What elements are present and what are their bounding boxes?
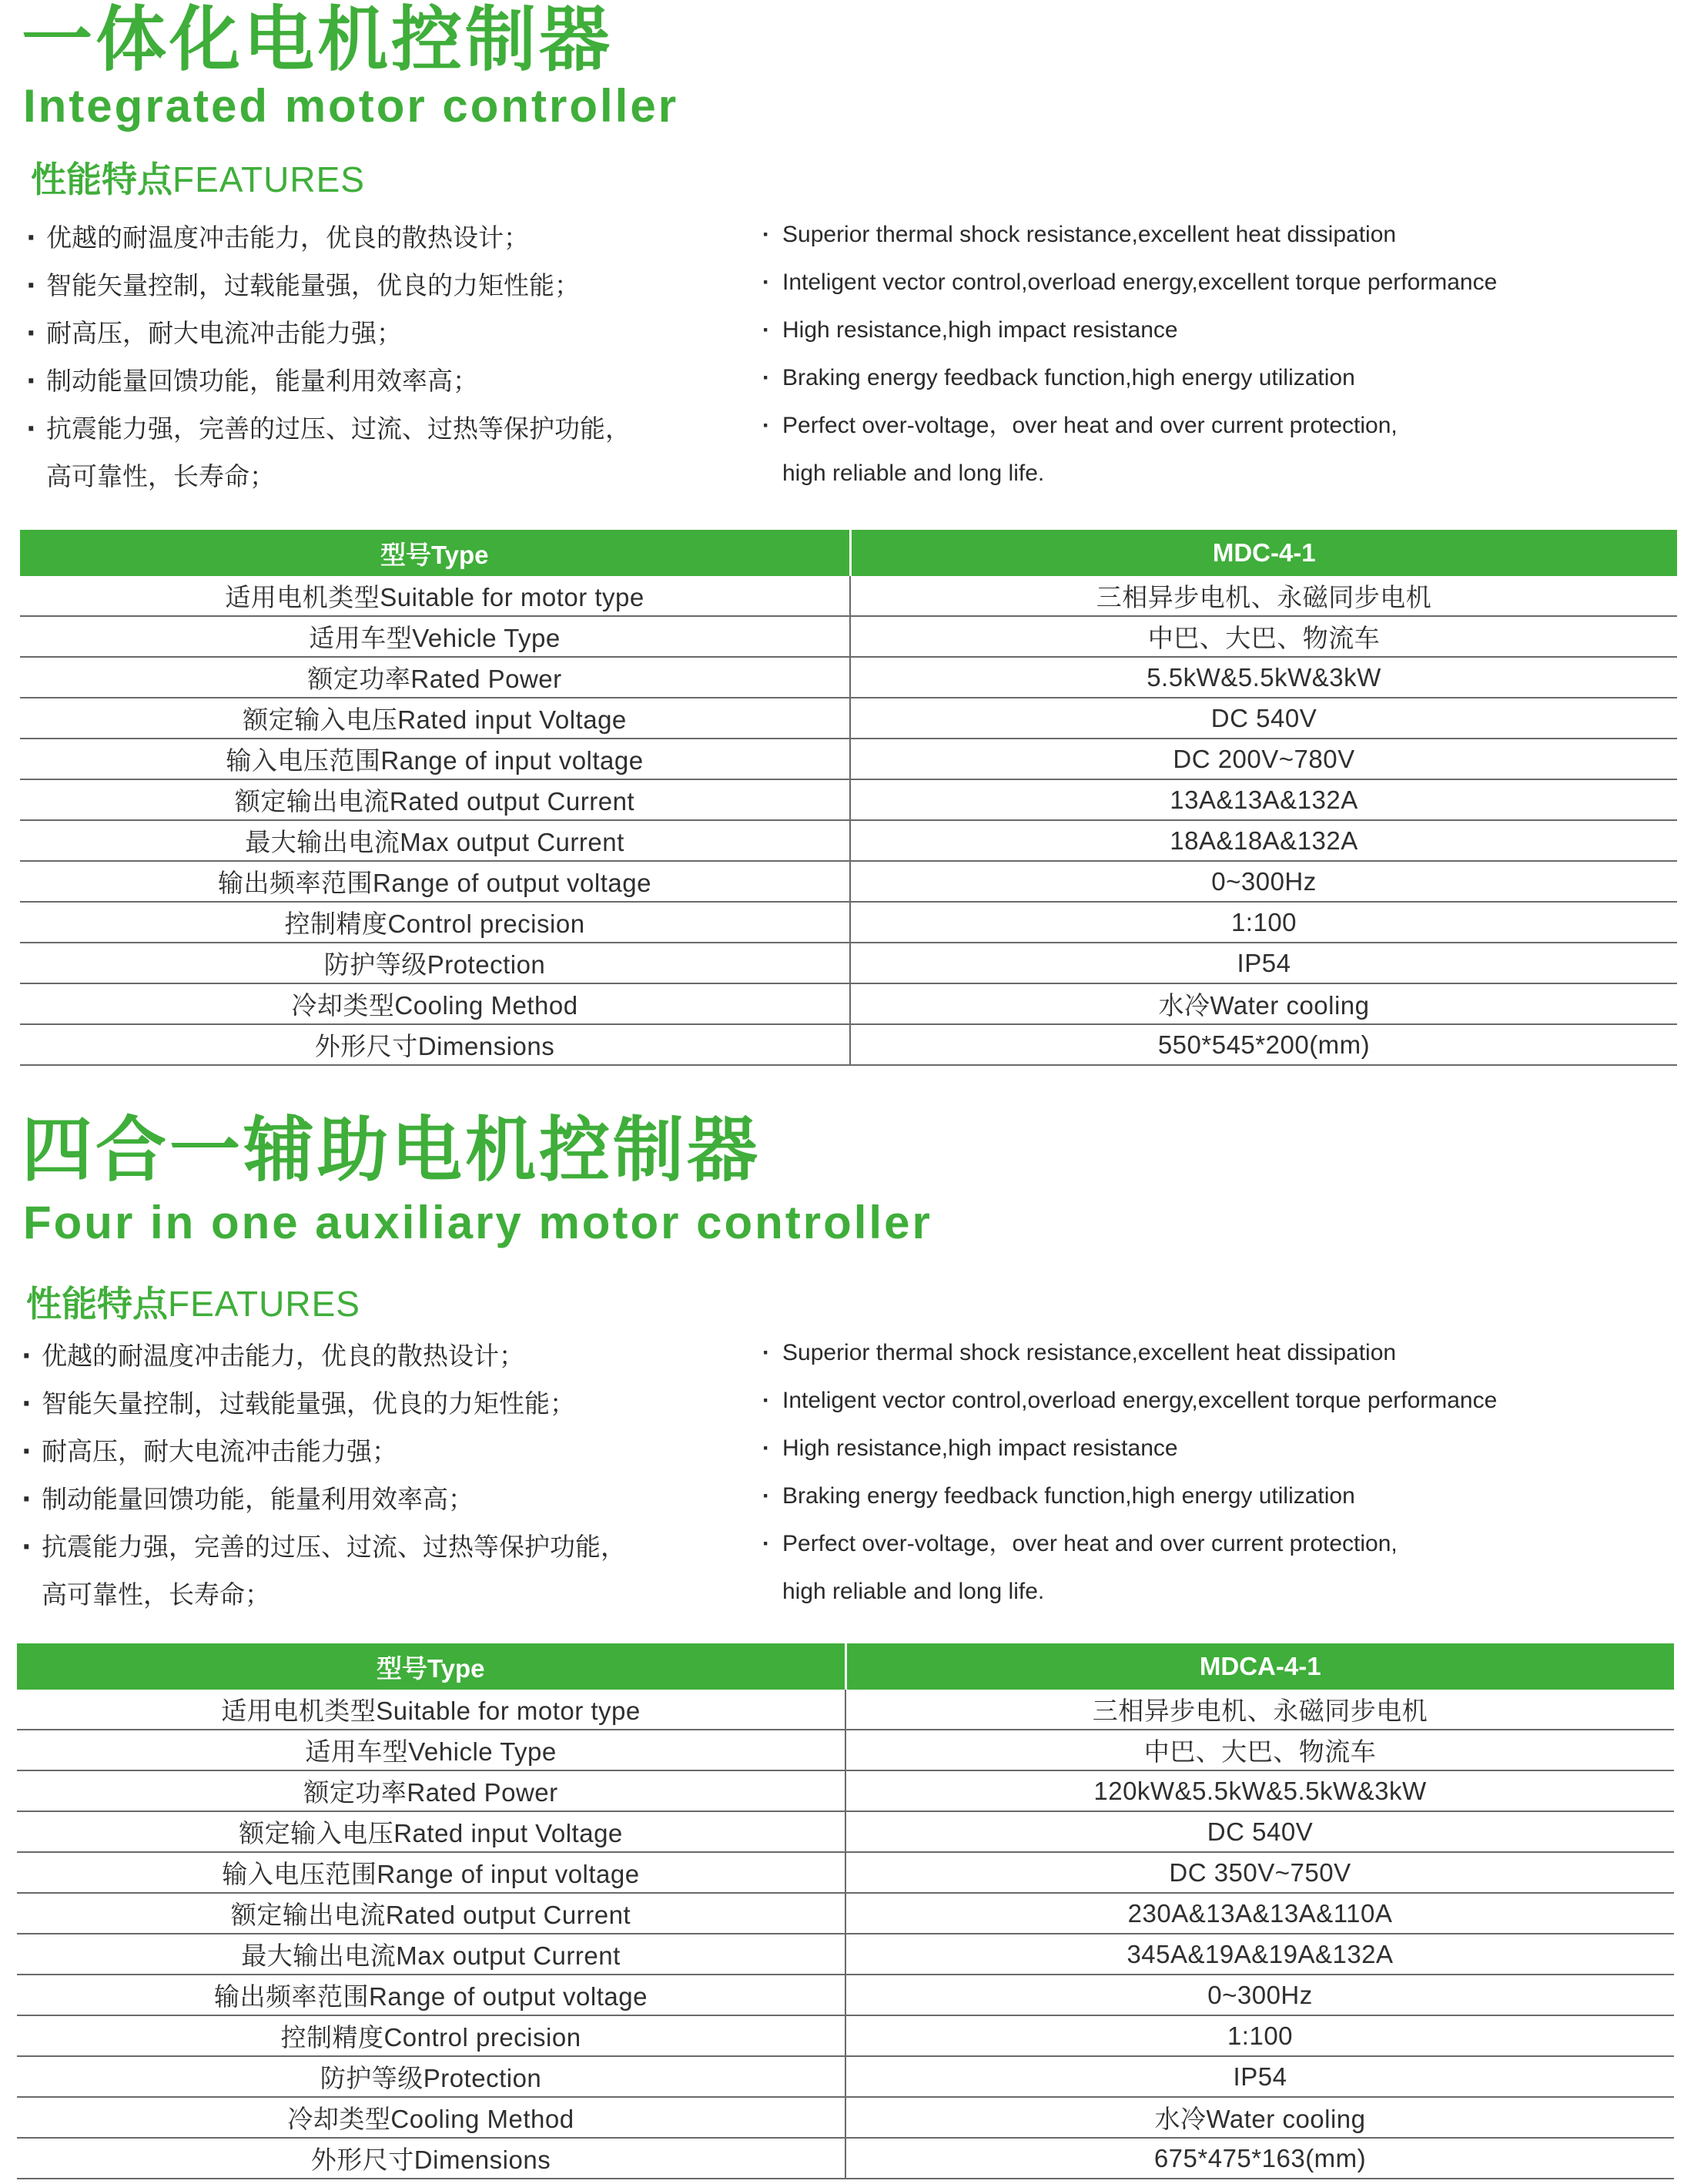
feature-text: Inteligent vector control,overload energy,excellent torque performance bbox=[782, 270, 1498, 295]
spec-label: 外形尺寸Dimensions bbox=[17, 2138, 845, 2179]
bullet-dot: · bbox=[22, 1532, 32, 1562]
feature-item bbox=[22, 1380, 761, 1428]
spec-label: 冷却类型Cooling Method bbox=[17, 2097, 845, 2138]
table-row bbox=[20, 943, 1677, 983]
table-row bbox=[17, 1770, 1674, 1811]
feature-item-continued bbox=[22, 1571, 761, 1619]
feature-item bbox=[26, 214, 765, 262]
bullet-dot: · bbox=[22, 1388, 32, 1419]
features-list-en bbox=[762, 211, 1671, 497]
features-heading-en: FEATURES bbox=[172, 159, 365, 199]
bullet-dot: · bbox=[762, 1388, 770, 1413]
spec-label: 额定输入电压Rated input Voltage bbox=[17, 1811, 845, 1852]
feature-item bbox=[762, 1329, 1671, 1377]
spec-label: 额定功率Rated Power bbox=[20, 657, 850, 698]
table-row bbox=[17, 2097, 1674, 2138]
spec-label: 适用车型Vehicle Type bbox=[17, 1730, 845, 1770]
feature-text: High resistance,high impact resistance bbox=[782, 317, 1178, 343]
spec-label: 额定输出电流Rated output Current bbox=[20, 779, 850, 820]
spec-label: 适用电机类型Suitable for motor type bbox=[17, 1690, 845, 1730]
section-title-cn: 一体化电机控制器 bbox=[22, 0, 614, 81]
spec-value: 5.5kW&5.5kW&3kW bbox=[850, 657, 1677, 698]
feature-item bbox=[762, 1520, 1671, 1568]
feature-text: Braking energy feedback function,high energy utilization bbox=[782, 365, 1355, 390]
table-row bbox=[20, 820, 1677, 861]
feature-item-continued bbox=[26, 453, 765, 501]
table-row bbox=[20, 861, 1677, 902]
feature-item bbox=[22, 1428, 761, 1476]
table-row bbox=[17, 1730, 1674, 1770]
feature-text: 耐高压，耐大电流冲击能力强； bbox=[42, 1436, 397, 1466]
feature-text: Superior thermal shock resistance,excellent heat dissipation bbox=[782, 222, 1397, 247]
section-four-in-one-controller bbox=[0, 1109, 1694, 2184]
feature-item bbox=[762, 402, 1671, 450]
spec-value: IP54 bbox=[850, 943, 1677, 983]
features-heading bbox=[31, 159, 365, 200]
feature-item-continued bbox=[762, 1568, 1671, 1616]
feature-item bbox=[26, 405, 765, 453]
spec-value: 0~300Hz bbox=[850, 861, 1677, 902]
feature-item bbox=[762, 211, 1671, 259]
feature-text: 智能矢量控制，过载能量强，优良的力矩性能； bbox=[46, 270, 580, 300]
spec-table-header bbox=[20, 530, 1677, 576]
bullet-dot: · bbox=[762, 1435, 770, 1461]
spec-value: DC 350V~750V bbox=[845, 1852, 1674, 1893]
spec-value: 230A&13A&13A&110A bbox=[845, 1893, 1674, 1934]
spec-label: 冷却类型Cooling Method bbox=[20, 983, 850, 1024]
spec-value: 1:100 bbox=[845, 2015, 1674, 2056]
feature-text: 制动能量回馈功能，能量利用效率高； bbox=[46, 366, 478, 396]
table-row bbox=[17, 2056, 1674, 2097]
feature-item bbox=[762, 1377, 1671, 1425]
bullet-dot: · bbox=[26, 223, 36, 253]
features-list-en bbox=[762, 1329, 1671, 1616]
spec-value: DC 540V bbox=[850, 698, 1677, 739]
spec-value: 三相异步电机、永磁同步电机 bbox=[845, 1690, 1674, 1730]
feature-text: 抗震能力强，完善的过压、过流、过热等保护功能， bbox=[42, 1532, 626, 1562]
bullet-dot: · bbox=[22, 1341, 32, 1371]
section-title-en: Four in one auxiliary motor controller bbox=[23, 1197, 932, 1248]
spec-label: 输入电压范围Range of input voltage bbox=[17, 1852, 845, 1893]
spec-value: 水冷Water cooling bbox=[845, 2097, 1674, 2138]
spec-value: 三相异步电机、永磁同步电机 bbox=[850, 576, 1677, 616]
feature-item bbox=[22, 1476, 761, 1523]
table-row bbox=[20, 779, 1677, 820]
table-row bbox=[20, 739, 1677, 779]
feature-text: 抗震能力强，完善的过压、过流、过热等保护功能， bbox=[46, 414, 631, 444]
table-row bbox=[20, 616, 1677, 657]
spec-label: 额定功率Rated Power bbox=[17, 1770, 845, 1811]
section-integrated-controller bbox=[0, 0, 1694, 1060]
feature-item bbox=[26, 262, 765, 310]
bullet-dot: · bbox=[762, 1340, 770, 1365]
spec-header-model: MDCA-4-1 bbox=[845, 1643, 1674, 1690]
feature-item bbox=[26, 357, 765, 405]
spec-label: 输入电压范围Range of input voltage bbox=[20, 739, 850, 779]
feature-item bbox=[762, 306, 1671, 354]
table-row bbox=[20, 576, 1677, 616]
section-title-cn: 四合一辅助电机控制器 bbox=[22, 1109, 762, 1191]
spec-value: 水冷Water cooling bbox=[850, 983, 1677, 1024]
feature-item bbox=[762, 1425, 1671, 1472]
spec-table bbox=[20, 530, 1677, 1066]
spec-value: DC 540V bbox=[845, 1811, 1674, 1852]
table-row bbox=[17, 2015, 1674, 2056]
bullet-dot: · bbox=[22, 1436, 32, 1466]
features-heading-cn: 性能特点 bbox=[31, 159, 172, 200]
feature-item-continued bbox=[762, 450, 1671, 497]
spec-header-label: 型号Type bbox=[20, 530, 850, 576]
features-list-cn bbox=[26, 214, 765, 501]
spec-label: 最大输出电流Max output Current bbox=[17, 1934, 845, 1975]
spec-label: 额定输入电压Rated input Voltage bbox=[20, 698, 850, 739]
spec-value: 中巴、大巴、物流车 bbox=[845, 1730, 1674, 1770]
features-heading bbox=[26, 1283, 360, 1325]
feature-text: Inteligent vector control,overload energy,excellent torque performance bbox=[782, 1388, 1498, 1413]
spec-value: 1:100 bbox=[850, 902, 1677, 943]
spec-value: DC 200V~780V bbox=[850, 739, 1677, 779]
table-row bbox=[17, 2138, 1674, 2179]
bullet-dot: · bbox=[22, 1484, 32, 1514]
spec-table bbox=[17, 1643, 1674, 2179]
bullet-dot: · bbox=[26, 318, 36, 348]
bullet-dot: · bbox=[762, 365, 770, 390]
feature-text: Superior thermal shock resistance,excellent heat dissipation bbox=[782, 1340, 1397, 1365]
spec-value: 0~300Hz bbox=[845, 1975, 1674, 2015]
features-heading-cn: 性能特点 bbox=[26, 1283, 168, 1325]
spec-table-header bbox=[17, 1643, 1674, 1690]
feature-text: high reliable and long life. bbox=[782, 461, 1045, 486]
feature-text: Perfect over-voltage，over heat and over current protection, bbox=[782, 1531, 1398, 1556]
spec-value: IP54 bbox=[845, 2056, 1674, 2097]
table-row bbox=[17, 1934, 1674, 1975]
feature-item bbox=[26, 310, 765, 357]
spec-value: 13A&13A&132A bbox=[850, 779, 1677, 820]
bullet-dot: · bbox=[762, 1531, 770, 1556]
feature-item bbox=[22, 1332, 761, 1380]
table-row bbox=[17, 1975, 1674, 2015]
spec-label: 防护等级Protection bbox=[17, 2056, 845, 2097]
spec-label: 控制精度Control precision bbox=[17, 2015, 845, 2056]
table-row bbox=[17, 1811, 1674, 1852]
bullet-dot: · bbox=[762, 317, 770, 343]
feature-text: 智能矢量控制，过载能量强，优良的力矩性能； bbox=[42, 1388, 575, 1419]
spec-value: 中巴、大巴、物流车 bbox=[850, 616, 1677, 657]
spec-value: 18A&18A&132A bbox=[850, 820, 1677, 861]
bullet-dot: · bbox=[26, 366, 36, 396]
table-row bbox=[20, 1024, 1677, 1065]
spec-value: 675*475*163(mm) bbox=[845, 2138, 1674, 2179]
spec-label: 防护等级Protection bbox=[20, 943, 850, 983]
spec-label: 适用电机类型Suitable for motor type bbox=[20, 576, 850, 616]
spec-header-model: MDC-4-1 bbox=[850, 530, 1677, 576]
bullet-dot: · bbox=[26, 270, 36, 300]
spec-label: 输出频率范围Range of output voltage bbox=[20, 861, 850, 902]
bullet-dot: · bbox=[762, 413, 770, 438]
features-heading-en: FEATURES bbox=[168, 1284, 360, 1324]
table-row bbox=[20, 657, 1677, 698]
feature-text: 制动能量回馈功能，能量利用效率高； bbox=[42, 1484, 474, 1514]
spec-label: 控制精度Control precision bbox=[20, 902, 850, 943]
bullet-dot: · bbox=[762, 222, 770, 247]
feature-item bbox=[22, 1523, 761, 1571]
table-row bbox=[20, 902, 1677, 943]
features-list-cn bbox=[22, 1332, 761, 1619]
feature-text: 耐高压，耐大电流冲击能力强； bbox=[46, 318, 402, 348]
feature-text: Braking energy feedback function,high energy utilization bbox=[782, 1483, 1355, 1509]
feature-text: Perfect over-voltage，over heat and over current protection, bbox=[782, 413, 1398, 438]
spec-label: 输出频率范围Range of output voltage bbox=[17, 1975, 845, 2015]
bullet-dot: · bbox=[762, 1483, 770, 1509]
feature-item bbox=[762, 259, 1671, 306]
feature-text: 高可靠性，长寿命； bbox=[42, 1579, 270, 1610]
spec-value: 550*545*200(mm) bbox=[850, 1024, 1677, 1065]
spec-label: 最大输出电流Max output Current bbox=[20, 820, 850, 861]
bullet-dot: · bbox=[26, 414, 36, 444]
feature-text: 高可靠性，长寿命； bbox=[46, 461, 275, 491]
spec-header-label: 型号Type bbox=[17, 1643, 845, 1690]
spec-label: 适用车型Vehicle Type bbox=[20, 616, 850, 657]
table-row bbox=[17, 1690, 1674, 1730]
bullet-dot: · bbox=[762, 270, 770, 295]
feature-text: High resistance,high impact resistance bbox=[782, 1435, 1178, 1461]
spec-value: 120kW&5.5kW&5.5kW&3kW bbox=[845, 1770, 1674, 1811]
feature-text: 优越的耐温度冲击能力，优良的散热设计； bbox=[46, 223, 529, 253]
section-title-en: Integrated motor controller bbox=[23, 80, 679, 132]
table-row bbox=[17, 1852, 1674, 1893]
feature-item bbox=[762, 1472, 1671, 1520]
table-row bbox=[17, 1893, 1674, 1934]
feature-item bbox=[762, 354, 1671, 402]
feature-text: high reliable and long life. bbox=[782, 1579, 1045, 1604]
spec-value: 345A&19A&19A&132A bbox=[845, 1934, 1674, 1975]
feature-text: 优越的耐温度冲击能力，优良的散热设计； bbox=[42, 1341, 524, 1371]
table-row bbox=[20, 698, 1677, 739]
table-row bbox=[20, 983, 1677, 1024]
spec-label: 外形尺寸Dimensions bbox=[20, 1024, 850, 1065]
spec-label: 额定输出电流Rated output Current bbox=[17, 1893, 845, 1934]
